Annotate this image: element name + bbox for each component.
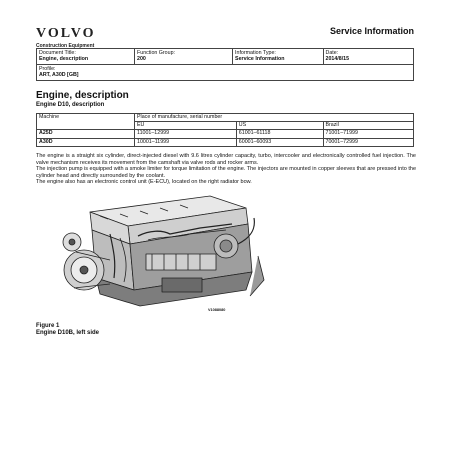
serial-number-table [36,113,414,147]
meta-date-cell [323,49,414,65]
engine-illustration [50,194,270,314]
volvo-logo [36,27,96,49]
meta-row [37,64,414,80]
section-subheading: Engine D10, description [36,102,105,108]
table-row [37,130,414,138]
meta-label: Date: [325,50,339,56]
meta-function-group-cell [135,49,233,65]
serial-cell: 11001–12999 [135,130,237,138]
meta-value: Engine, description [39,56,89,63]
meta-information-type-cell [233,49,323,65]
meta-value: Service Information [235,56,285,63]
meta-value: 2014/8/15 [325,56,350,63]
region-header-cell: US [236,122,323,130]
section-heading: Engine, description [36,90,129,101]
figure-number: Figure 1 [36,323,60,329]
serial-cell: 70001–72999 [323,138,414,146]
description-paragraph: The injection pump is equipped with a smoke limiter for torque limitation of the engine. The injectors are mounted in copper sleeves that are pressed into the cylinder head and directly surrounded by the coolant. [36,166,416,179]
description-text [36,153,416,186]
region-header-cell: Brazil [323,122,414,130]
meta-document-title-cell [37,49,135,65]
description-paragraph: The engine also has an electronic control unit (E-ECU), located on the right radiator bow. [36,179,252,185]
place-header-cell: Place of manufacture, serial number [135,114,414,122]
region-header-cell: EU [135,122,237,130]
meta-label: Function Group: [137,50,175,56]
meta-label: Document Title: [39,50,76,56]
table-row [37,114,414,122]
machine-cell: A30D [37,138,135,146]
meta-value: 200 [137,56,146,63]
document-meta-table [36,48,414,81]
logo-subtext: Construction Equipment [36,43,95,49]
logo-wordmark: VOLVO [36,26,96,41]
meta-label: Profile: [39,65,56,72]
serial-cell: 61001–61118 [236,130,323,138]
description-paragraph: The engine is a straight six cylinder, direct-injected diesel with 9.6 litres cylinder capacity, turbo, intercooler and electronically controlled fuel injection. The valve mechanism receives its movement from the camshaft via valve rods and rocker arms. [36,153,416,166]
machine-cell: A25D [37,130,135,138]
serial-cell: 10001–11999 [135,138,237,146]
meta-row [37,49,414,65]
meta-profile-cell [37,64,414,80]
figure-code: V1088080 [208,308,226,312]
machine-header-cell: Machine [37,114,135,130]
figure-caption [36,323,99,337]
meta-value: ART, A30D [GB] [39,72,79,79]
service-information-title: Service Information [329,26,414,36]
meta-label: Information Type: [235,50,276,56]
table-row [37,138,414,146]
serial-cell: 60001–60093 [236,138,323,146]
figure-caption-text: Engine D10B, left side [36,330,100,336]
serial-cell: 71001–71999 [323,130,414,138]
